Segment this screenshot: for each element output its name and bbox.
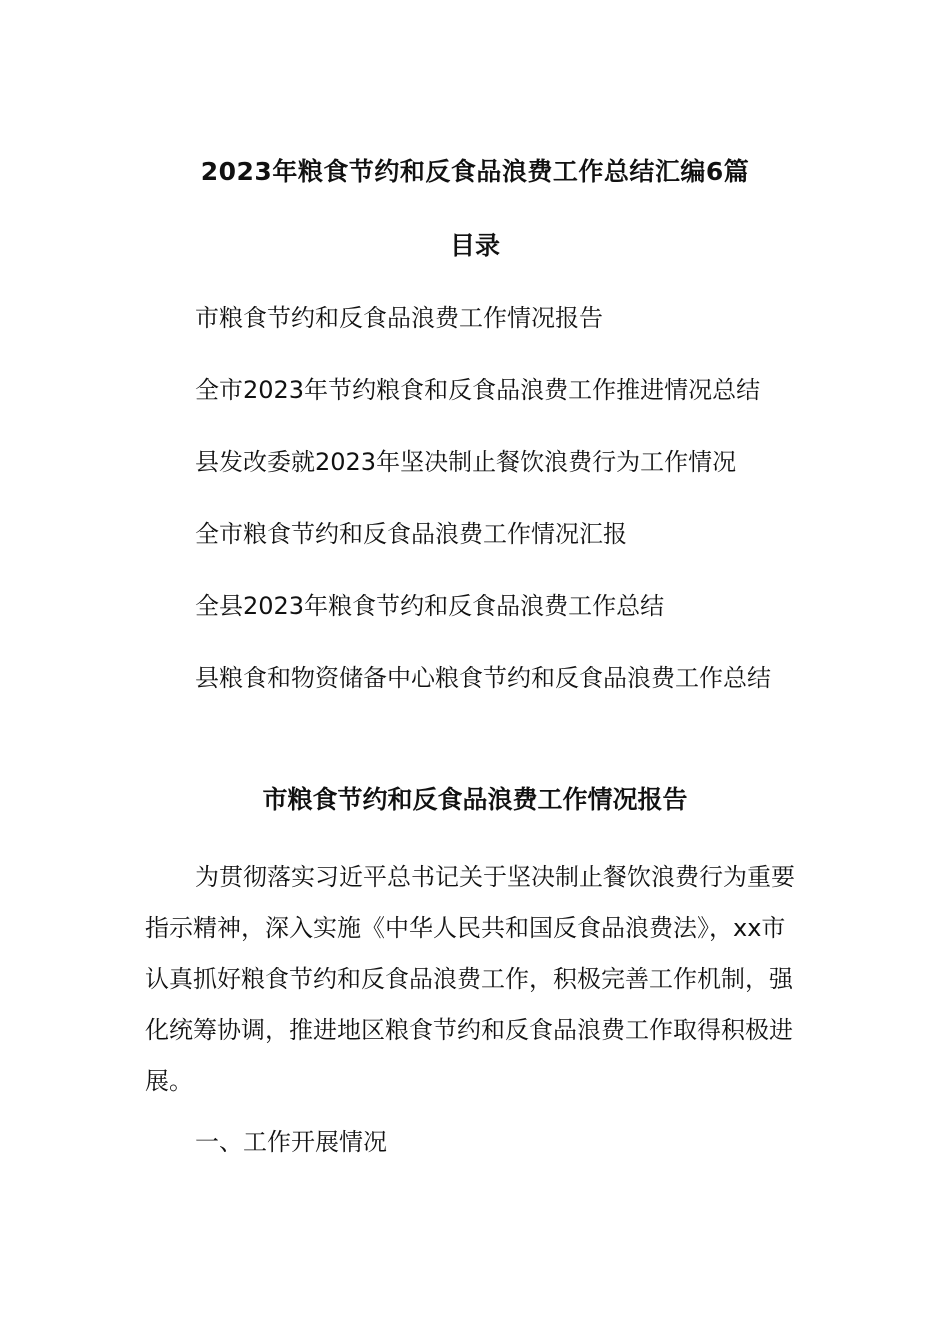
toc-item: 县粮食和物资储备中心粮食节约和反食品浪费工作总结 (195, 664, 771, 692)
toc-item: 全市粮食节约和反食品浪费工作情况汇报 (195, 520, 627, 548)
section-subheading: 一、工作开展情况 (195, 1128, 387, 1156)
toc-item: 市粮食节约和反食品浪费工作情况报告 (195, 304, 603, 332)
table-of-contents (145, 300, 825, 740)
toc-item: 县发改委就2023年坚决制止餐饮浪费行为工作情况 (195, 448, 737, 476)
section-heading: 市粮食节约和反食品浪费工作情况报告 (262, 785, 688, 814)
body-paragraph: 为贯彻落实习近平总书记关于坚决制止餐饮浪费行为重要指示精神，深入实施《中华人民共和国反食品浪费法》，xx市认真抓好粮食节约和反食品浪费工作，积极完善工作机制，强化统筹协调，推进地区粮食节约和反食品浪费工作取得积极进展。 (145, 863, 795, 1095)
toc-item: 全市2023年节约粮食和反食品浪费工作推进情况总结 (195, 376, 761, 404)
document-title: 2023年粮食节约和反食品浪费工作总结汇编6篇 (200, 157, 750, 186)
toc-item: 全县2023年粮食节约和反食品浪费工作总结 (195, 592, 665, 620)
toc-heading: 目录 (449, 231, 500, 260)
